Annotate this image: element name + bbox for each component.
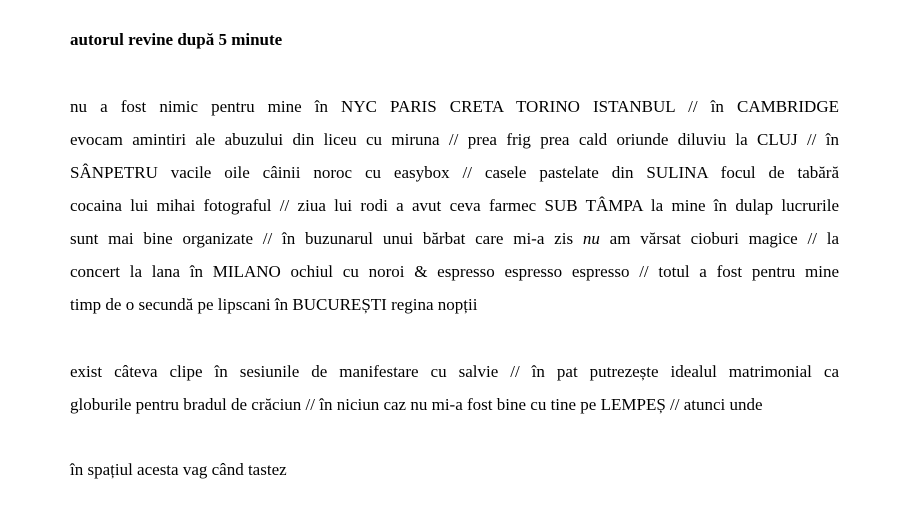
text-line: cocaina lui mihai fotograful // ziua lui rodi a avut ceva farmec SUB TÂMPA la mine în dulap lucrurile <box>70 196 839 215</box>
text-line: evocam amintiri ale abuzului din liceu cu miruna // prea frig prea cald oriunde diluviu la CLUJ // în <box>70 130 839 149</box>
text-line: SÂNPETRU vacile oile câinii noroc cu easybox // casele pastelate din SULINA focul de tabără <box>70 163 839 182</box>
text-line-with-emphasis <box>70 222 839 255</box>
text-line: timp de o secundă pe lipscani în BUCUREȘTI regina nopții <box>70 295 478 314</box>
text-line: în spațiul acesta vag când tastez <box>70 460 287 479</box>
emphasized-word: nu <box>582 229 600 248</box>
paragraph-2 <box>70 355 839 421</box>
paragraph-1 <box>70 90 839 321</box>
document-title: autorul revine după 5 minute <box>70 30 283 49</box>
text-segment: am vărsat cioburi magice // la <box>599 229 839 248</box>
text-line: concert la lana în MILANO ochiul cu noroi & espresso espresso espresso // totul a fost pentru mine <box>70 262 839 281</box>
text-line: nu a fost nimic pentru mine în NYC PARIS CRETA TORINO ISTANBUL // în CAMBRIDGE <box>70 97 839 116</box>
text-line: globurile pentru bradul de crăciun // în niciun caz nu mi-a fost bine cu tine pe LEMPEȘ // atunci unde <box>70 395 763 414</box>
paragraph-3 <box>70 453 839 486</box>
text-segment: sunt mai bine organizate // în buzunarul unui bărbat care mi-a zis <box>70 229 583 248</box>
text-line: exist câteva clipe în sesiunile de manifestare cu salvie // în pat putrezește idealul matrimonial ca <box>70 362 839 381</box>
